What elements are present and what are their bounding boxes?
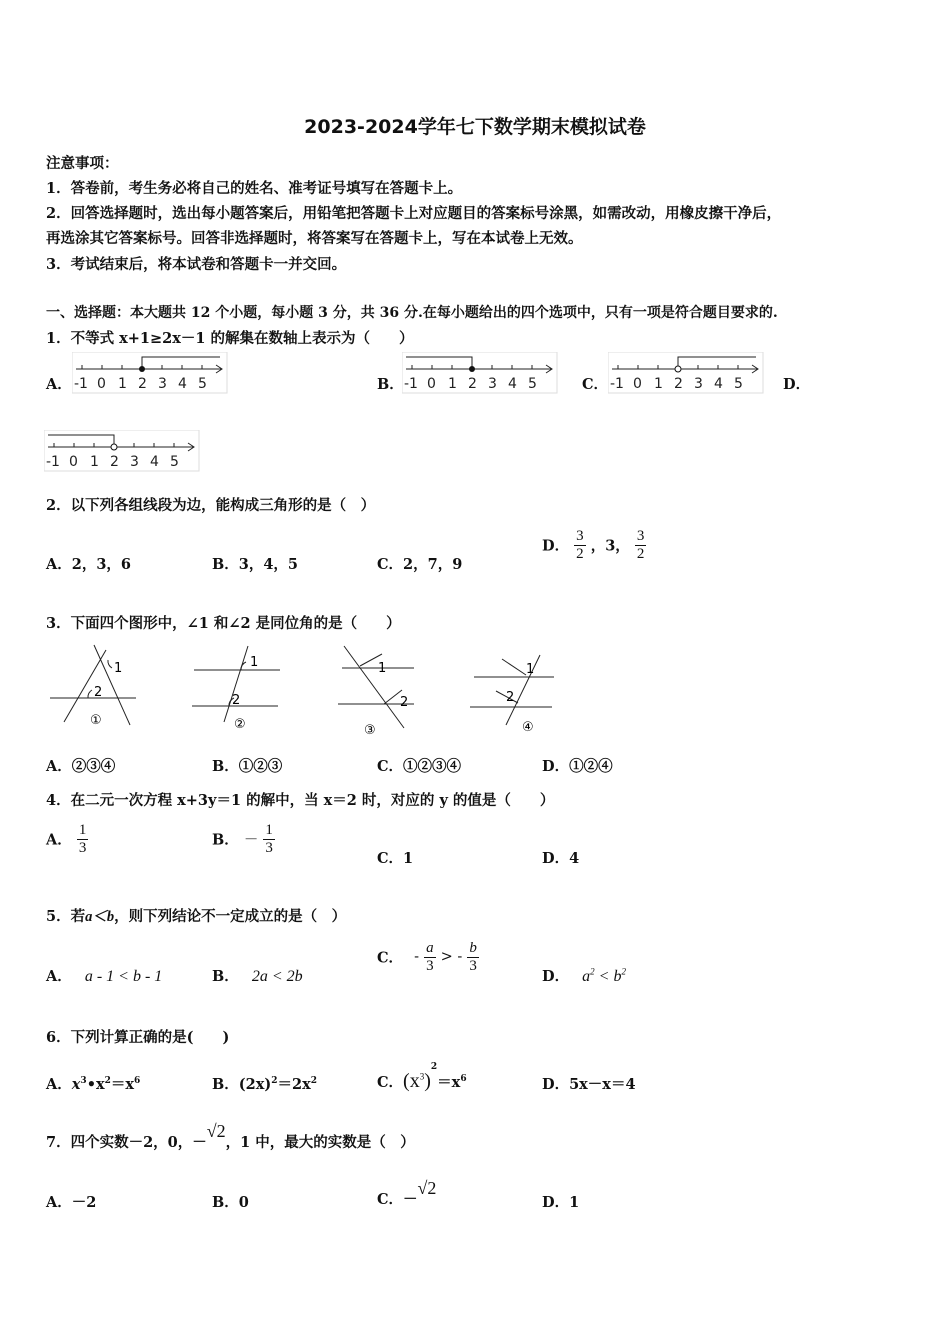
q2-option-c: C．2，7，9: [377, 556, 463, 573]
svg-text:2: 2: [232, 693, 241, 708]
notice-item-3: 3．考试结束后，将本试卷和答题卡一并交回。: [46, 256, 347, 273]
svg-text:0: 0: [427, 376, 436, 392]
svg-text:2: 2: [94, 685, 103, 700]
q4-option-d: D．4: [542, 850, 580, 867]
q6-option-d: D．5x－x＝4: [542, 1076, 636, 1093]
svg-text:-1: -1: [404, 376, 418, 392]
question-6-stem: 6．下列计算正确的是( ): [46, 1029, 230, 1046]
fraction: $\frac{a}{3}$: [426, 940, 434, 974]
q7-option-a: A．－2: [46, 1194, 97, 1211]
svg-text:5: 5: [528, 376, 537, 392]
q1-option-b-label: B．: [377, 376, 404, 393]
q6-option-c: C．$(x^3)^2=x^6$: [377, 1062, 467, 1092]
svg-text:③: ③: [364, 723, 376, 738]
svg-text:4: 4: [508, 376, 517, 392]
notice-item-2-cont: 再选涂其它答案标号。回答非选择题时，将答案写在答题卡上，写在本试卷上无效。: [46, 230, 583, 247]
svg-text:1: 1: [526, 662, 535, 677]
q1-option-d-label: D．: [783, 376, 811, 393]
svg-text:1: 1: [114, 661, 123, 676]
q6-option-a: A．$x^3•x^2=x^6$: [46, 1076, 141, 1093]
svg-text:2: 2: [138, 376, 147, 392]
question-4-stem: 4．在二元一次方程 x+3y＝1 的解中，当 x＝2 时，对应的 y 的值是（ ）: [46, 792, 555, 809]
svg-text:2: 2: [674, 376, 683, 392]
q1-number-line-c: [608, 352, 764, 394]
fraction: $\frac{b}{3}$: [469, 940, 477, 974]
q3-figure-2: [188, 640, 288, 730]
q2-option-d: D． $\frac{3}{2}$ ，3， $\frac{3}{2}$: [542, 528, 645, 562]
q5-option-c: C． - $\frac{a}{3}$ > - $\frac{b}{3}$: [377, 940, 477, 974]
svg-text:1: 1: [448, 376, 457, 392]
q1-option-c-label: C．: [582, 376, 609, 393]
q1-number-line-b: [402, 352, 558, 394]
svg-text:1: 1: [378, 661, 387, 676]
question-3-stem: 3．下面四个图形中，∠1 和∠2 是同位角的是（ ）: [46, 615, 401, 632]
svg-text:2: 2: [110, 454, 119, 470]
q1-number-line-a: [72, 352, 228, 394]
q3-option-c: C．①②③④: [377, 758, 462, 775]
svg-text:0: 0: [69, 454, 78, 470]
svg-text:1: 1: [90, 454, 99, 470]
q3-option-b: B．①②③: [212, 758, 283, 775]
notice-item-2: 2．回答选择题时，选出每小题答案后，用铅笔把答题卡上对应题目的答案标号涂黑，如需改动，用橡皮擦干净后，: [46, 205, 782, 222]
svg-text:1: 1: [118, 376, 127, 392]
question-1-stem: 1．不等式 x+1≥2x－1 的解集在数轴上表示为（ ）: [46, 330, 414, 347]
q3-figure-4: [466, 645, 566, 737]
tick-label: -1: [74, 376, 88, 392]
q7-option-c: C．－√2: [377, 1178, 437, 1208]
svg-text:0: 0: [97, 376, 106, 392]
svg-text:5: 5: [734, 376, 743, 392]
svg-text:3: 3: [158, 376, 167, 392]
section-heading: 一、选择题：本大题共 12 个小题，每小题 3 分，共 36 分.在每小题给出的四个选项中，只有一项是符合题目要求的.: [46, 305, 778, 321]
question-7-stem: 7．四个实数－2，0，－√2，1 中，最大的实数是（ ）: [46, 1121, 415, 1151]
q7-option-b: B．0: [212, 1194, 249, 1211]
svg-text:4: 4: [714, 376, 723, 392]
svg-text:3: 3: [130, 454, 139, 470]
svg-text:2: 2: [400, 695, 409, 710]
fraction: $\frac{3}{2}$: [636, 528, 645, 562]
q5-option-b: B． 2a < 2b: [212, 968, 303, 985]
question-2-stem: 2．以下列各组线段为边，能构成三角形的是（ ）: [46, 497, 376, 514]
svg-text:0: 0: [633, 376, 642, 392]
notice-item-1: 1．答卷前，考生务必将自己的姓名、准考证号填写在答题卡上。: [46, 180, 463, 197]
q5-option-a: A． a - 1 < b - 1: [46, 968, 163, 985]
svg-text:②: ②: [234, 717, 246, 730]
question-5-stem: 5．若a＜b，则下列结论不一定成立的是（ ）: [46, 908, 347, 925]
svg-text:1: 1: [654, 376, 663, 392]
svg-text:④: ④: [522, 720, 534, 735]
fraction: $\frac{1}{3}$: [265, 822, 273, 856]
q4-option-c: C．1: [377, 850, 414, 867]
q3-option-a: A．②③④: [46, 758, 116, 775]
svg-text:4: 4: [178, 376, 187, 392]
svg-text:5: 5: [198, 376, 207, 392]
fraction: $\frac{3}{2}$: [576, 528, 584, 562]
page-title: 2023-2024学年七下数学期末模拟试卷: [304, 116, 646, 138]
svg-text:-1: -1: [46, 454, 60, 470]
notice-heading: 注意事项：: [46, 155, 119, 172]
svg-text:5: 5: [170, 454, 179, 470]
q7-option-d: D．1: [542, 1194, 580, 1211]
q4-option-b: B． － $\frac{1}{3}$: [212, 822, 273, 856]
svg-text:①: ①: [90, 713, 102, 728]
q3-figure-1: [46, 640, 146, 730]
svg-text:2: 2: [468, 376, 477, 392]
svg-text:4: 4: [150, 454, 159, 470]
q2-option-a: A．2，3，6: [46, 556, 132, 573]
q5-option-d: D． $a^2 < b^2$: [542, 966, 626, 985]
q4-option-a: A． $\frac{1}{3}$: [46, 822, 87, 856]
q1-number-line-d: [44, 430, 200, 472]
svg-text:1: 1: [250, 655, 259, 670]
svg-text:3: 3: [488, 376, 497, 392]
q3-option-d: D．①②④: [542, 758, 613, 775]
q3-figure-3: [334, 640, 434, 738]
svg-text:3: 3: [694, 376, 703, 392]
q6-option-b: B．$(2x)^2=2x^2$: [212, 1076, 317, 1093]
q2-option-b: B．3，4，5: [212, 556, 299, 573]
svg-text:-1: -1: [610, 376, 624, 392]
fraction: $\frac{1}{3}$: [78, 822, 87, 856]
q1-option-a-label: A．: [46, 376, 72, 393]
svg-text:2: 2: [506, 690, 515, 705]
